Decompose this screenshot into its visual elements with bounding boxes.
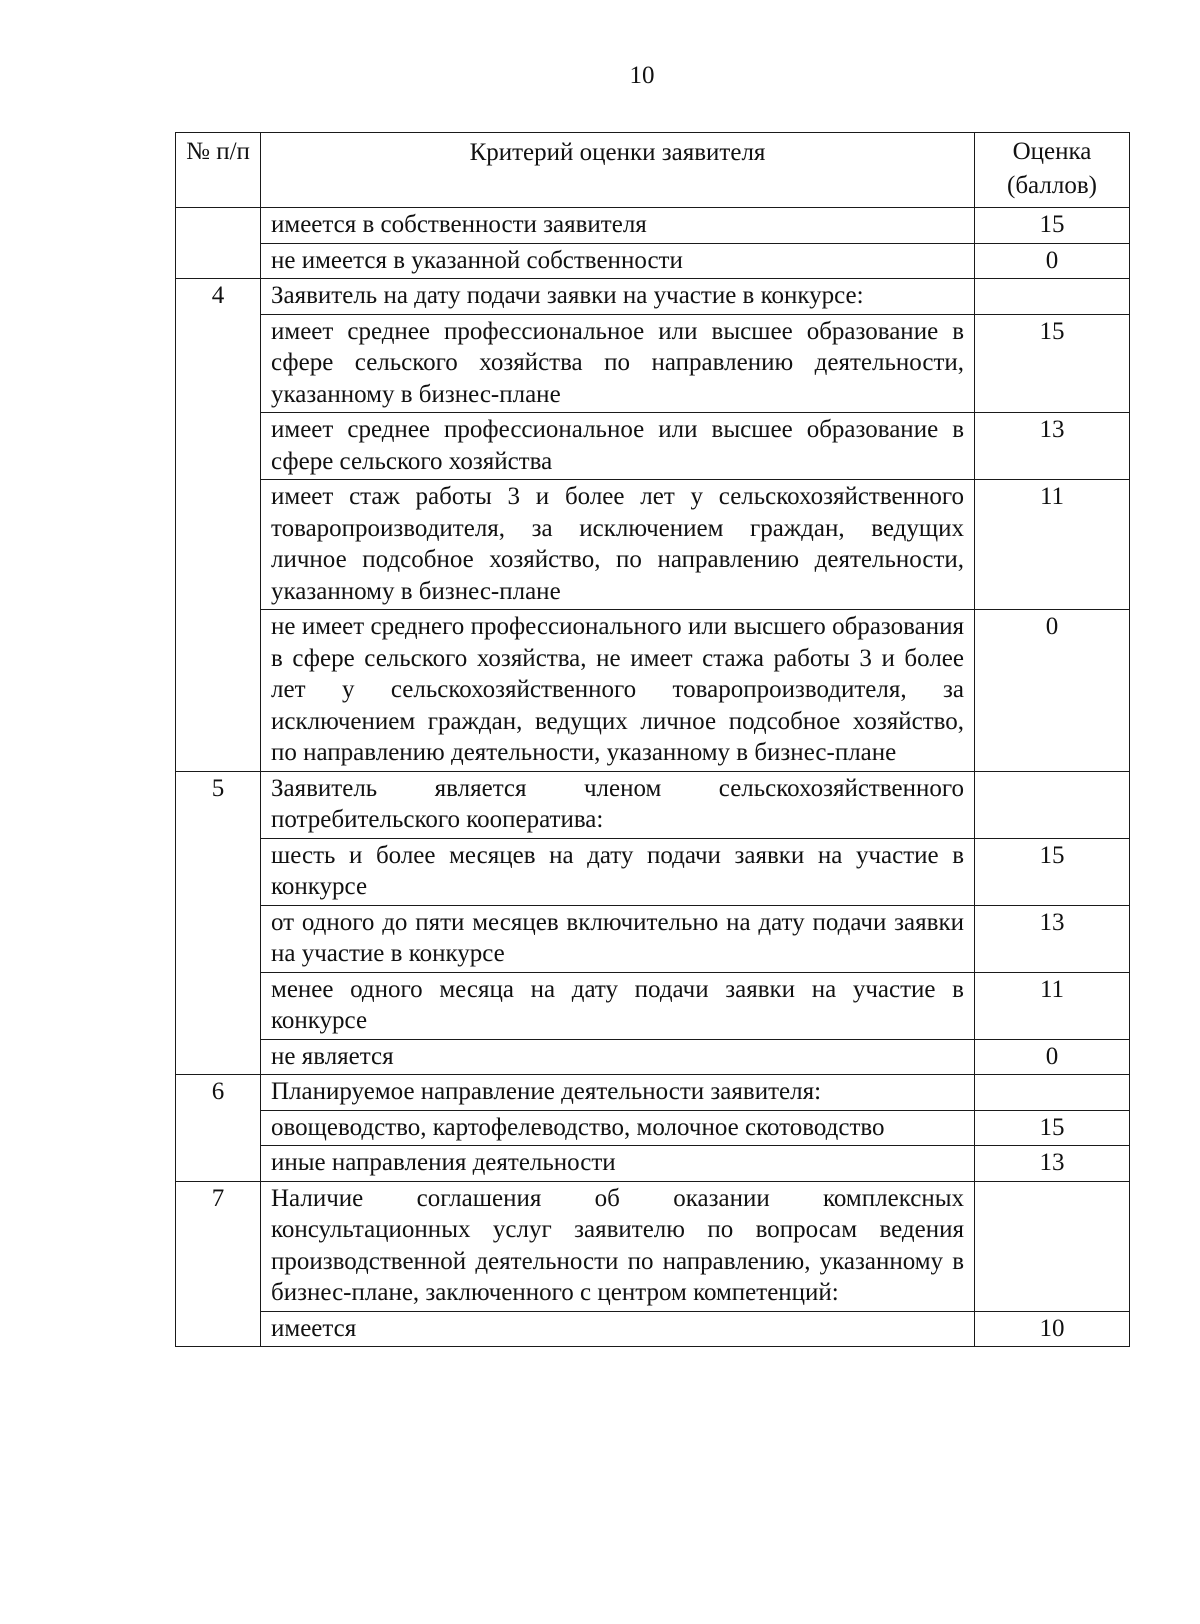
row-score (975, 279, 1130, 315)
row-number (176, 1039, 261, 1075)
row-score: 15 (975, 838, 1130, 905)
row-score: 0 (975, 610, 1130, 772)
header-score: Оценка (баллов) (975, 133, 1130, 208)
table-row (176, 1146, 1130, 1182)
table-row (176, 279, 1130, 315)
row-criterion: от одного до пяти месяцев включительно на дату подачи заявки на участие в конкурсе (261, 905, 975, 972)
row-number (176, 610, 261, 772)
row-criterion: имеет среднее профессиональное или высшее образование в сфере сельского хозяйства по направлению деятельности, указанному в бизнес-плане (261, 314, 975, 413)
row-criterion: не имеет среднего профессионального или высшего образования в сфере сельского хозяйства, не имеет стажа работы 3 и более лет у сельскохозяйственного товаропроизводителя, за исключением граждан, ведущих личное подсобное хозяйство, по направлению деятельности, указанному в бизнес-плане (261, 610, 975, 772)
table-row (176, 314, 1130, 413)
row-number (176, 1110, 261, 1146)
row-score: 13 (975, 413, 1130, 480)
criteria-table (175, 132, 1130, 1347)
row-score: 15 (975, 314, 1130, 413)
row-criterion: овощеводство, картофелеводство, молочное скотоводство (261, 1110, 975, 1146)
table-header-row (176, 133, 1130, 208)
row-score (975, 1181, 1130, 1311)
row-number: 6 (176, 1075, 261, 1111)
table-row (176, 243, 1130, 279)
table-row (176, 838, 1130, 905)
row-number (176, 243, 261, 279)
table-row (176, 480, 1130, 610)
table-row (176, 413, 1130, 480)
row-criterion: Заявитель на дату подачи заявки на участие в конкурсе: (261, 279, 975, 315)
table-row (176, 1311, 1130, 1347)
row-score: 11 (975, 480, 1130, 610)
header-num: № п/п (176, 133, 261, 208)
table-row (176, 1110, 1130, 1146)
row-criterion: не является (261, 1039, 975, 1075)
table-row (176, 972, 1130, 1039)
table-row (176, 771, 1130, 838)
row-number: 4 (176, 279, 261, 315)
row-criterion: Заявитель является членом сельскохозяйственного потребительского кооператива: (261, 771, 975, 838)
row-score: 0 (975, 243, 1130, 279)
row-criterion: имеет среднее профессиональное или высшее образование в сфере сельского хозяйства (261, 413, 975, 480)
table-row (176, 1075, 1130, 1111)
row-criterion: не имеется в указанной собственности (261, 243, 975, 279)
row-number: 7 (176, 1181, 261, 1311)
row-criterion: Наличие соглашения об оказании комплексных консультационных услуг заявителю по вопросам ведения производственной деятельности по направлению, указанному в бизнес-плане, заключенного с центром компетенций: (261, 1181, 975, 1311)
page-number: 10 (629, 62, 655, 89)
row-number: 5 (176, 771, 261, 838)
row-number (176, 838, 261, 905)
table-row (176, 208, 1130, 244)
row-number (176, 208, 261, 244)
row-number (176, 905, 261, 972)
table-row (176, 1181, 1130, 1311)
header-criterion: Критерий оценки заявителя (261, 133, 975, 208)
row-score: 11 (975, 972, 1130, 1039)
row-score: 15 (975, 208, 1130, 244)
row-criterion: имеется (261, 1311, 975, 1347)
table-body (176, 208, 1130, 1347)
row-score: 15 (975, 1110, 1130, 1146)
row-number (176, 314, 261, 413)
row-number (176, 1146, 261, 1182)
table-row (176, 1039, 1130, 1075)
row-number (176, 972, 261, 1039)
row-criterion: менее одного месяца на дату подачи заявки на участие в конкурсе (261, 972, 975, 1039)
row-score: 13 (975, 905, 1130, 972)
row-criterion: шесть и более месяцев на дату подачи заявки на участие в конкурсе (261, 838, 975, 905)
row-criterion: имеется в собственности заявителя (261, 208, 975, 244)
row-score (975, 1075, 1130, 1111)
row-criterion: имеет стаж работы 3 и более лет у сельскохозяйственного товаропроизводителя, за исключением граждан, ведущих личное подсобное хозяйство, по направлению деятельности, указанному в бизнес-плане (261, 480, 975, 610)
table-row (176, 905, 1130, 972)
row-number (176, 413, 261, 480)
row-criterion: Планируемое направление деятельности заявителя: (261, 1075, 975, 1111)
row-number (176, 480, 261, 610)
table-row (176, 610, 1130, 772)
row-score: 13 (975, 1146, 1130, 1182)
row-criterion: иные направления деятельности (261, 1146, 975, 1182)
row-number (176, 1311, 261, 1347)
row-score (975, 771, 1130, 838)
row-score: 0 (975, 1039, 1130, 1075)
row-score: 10 (975, 1311, 1130, 1347)
